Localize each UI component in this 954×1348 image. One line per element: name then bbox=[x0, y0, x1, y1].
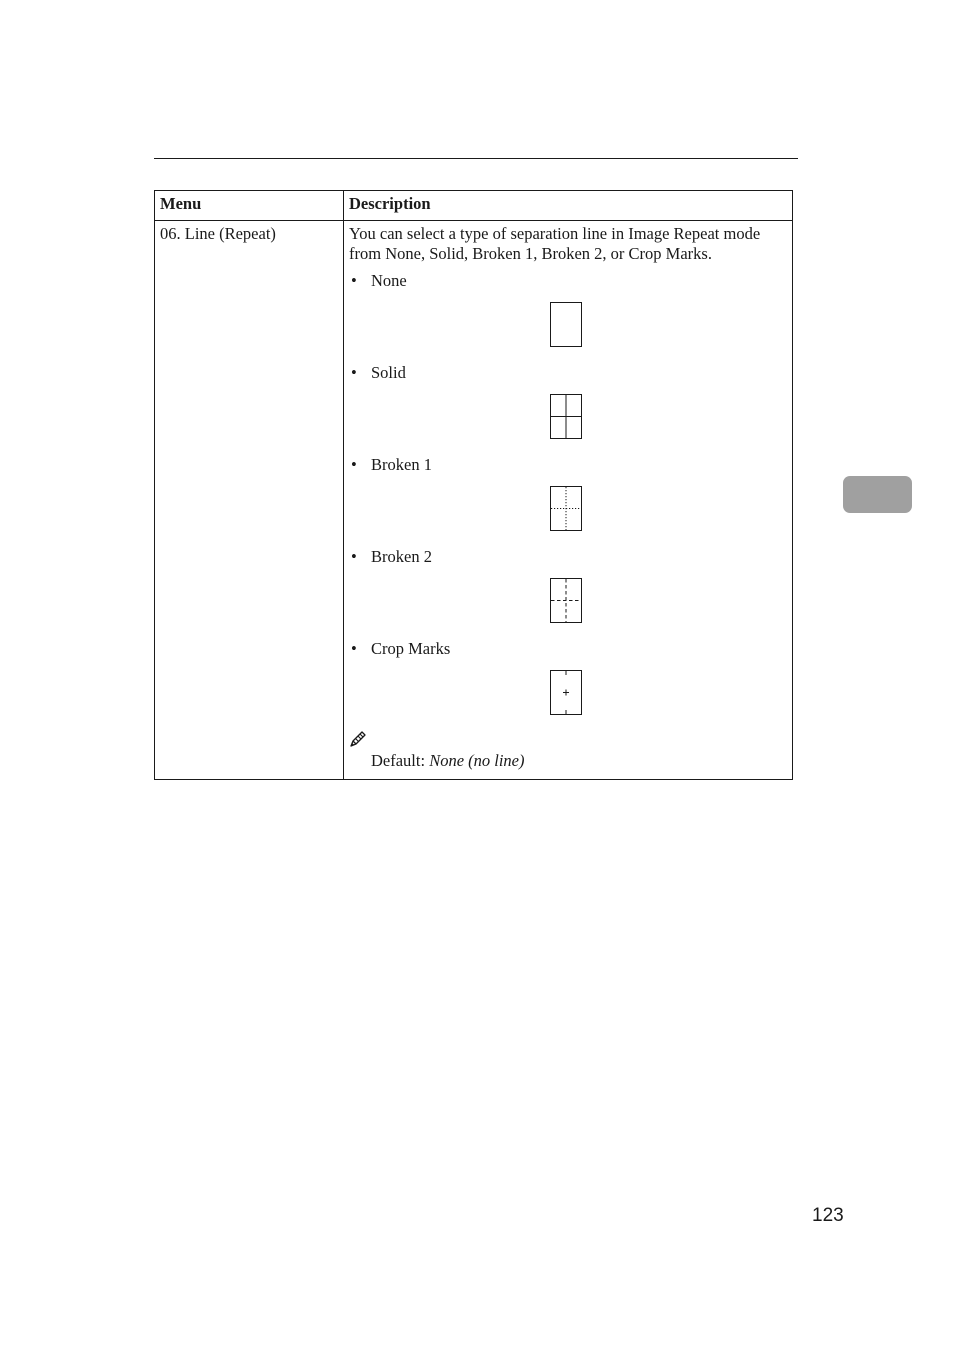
bullet: • bbox=[351, 271, 357, 290]
default-value: None (no line) bbox=[429, 751, 525, 770]
option-solid bbox=[349, 363, 788, 448]
option-label: Broken 2 bbox=[371, 547, 432, 566]
broken-1-line-icon bbox=[550, 486, 582, 531]
note bbox=[349, 729, 788, 771]
menu-column-header: Menu bbox=[155, 191, 344, 221]
option-broken-2 bbox=[349, 547, 788, 632]
option-label: Solid bbox=[371, 363, 406, 382]
pencil-note-icon bbox=[348, 729, 368, 749]
bullet: • bbox=[351, 455, 357, 474]
option-label: None bbox=[371, 271, 407, 290]
chapter-tab bbox=[843, 476, 912, 513]
option-label: Crop Marks bbox=[371, 639, 451, 658]
default-label: Default: bbox=[371, 751, 430, 770]
bullet: • bbox=[351, 547, 357, 566]
header-rule bbox=[154, 158, 798, 159]
description-intro: You can select a type of separation line in Image Repeat mode from None, Solid, Broken 1, Broken 2, or Crop Marks. bbox=[349, 224, 761, 263]
option-crop-marks bbox=[349, 639, 788, 724]
no-line-icon bbox=[550, 302, 582, 347]
description-cell bbox=[344, 221, 793, 780]
option-label: Broken 1 bbox=[371, 455, 432, 474]
page-number: 123 bbox=[812, 1205, 844, 1226]
crop-marks-icon bbox=[550, 670, 582, 715]
option-none bbox=[349, 271, 788, 356]
option-broken-1 bbox=[349, 455, 788, 540]
table-header-row bbox=[155, 191, 793, 221]
description-column-header: Description bbox=[344, 191, 793, 221]
solid-line-icon bbox=[550, 394, 582, 439]
broken-2-line-icon bbox=[550, 578, 582, 623]
default-setting bbox=[349, 751, 788, 771]
table-row bbox=[155, 221, 793, 780]
menu-table bbox=[154, 190, 793, 780]
bullet: • bbox=[351, 639, 357, 658]
menu-cell: 06. Line (Repeat) bbox=[155, 221, 344, 780]
bullet: • bbox=[351, 363, 357, 382]
